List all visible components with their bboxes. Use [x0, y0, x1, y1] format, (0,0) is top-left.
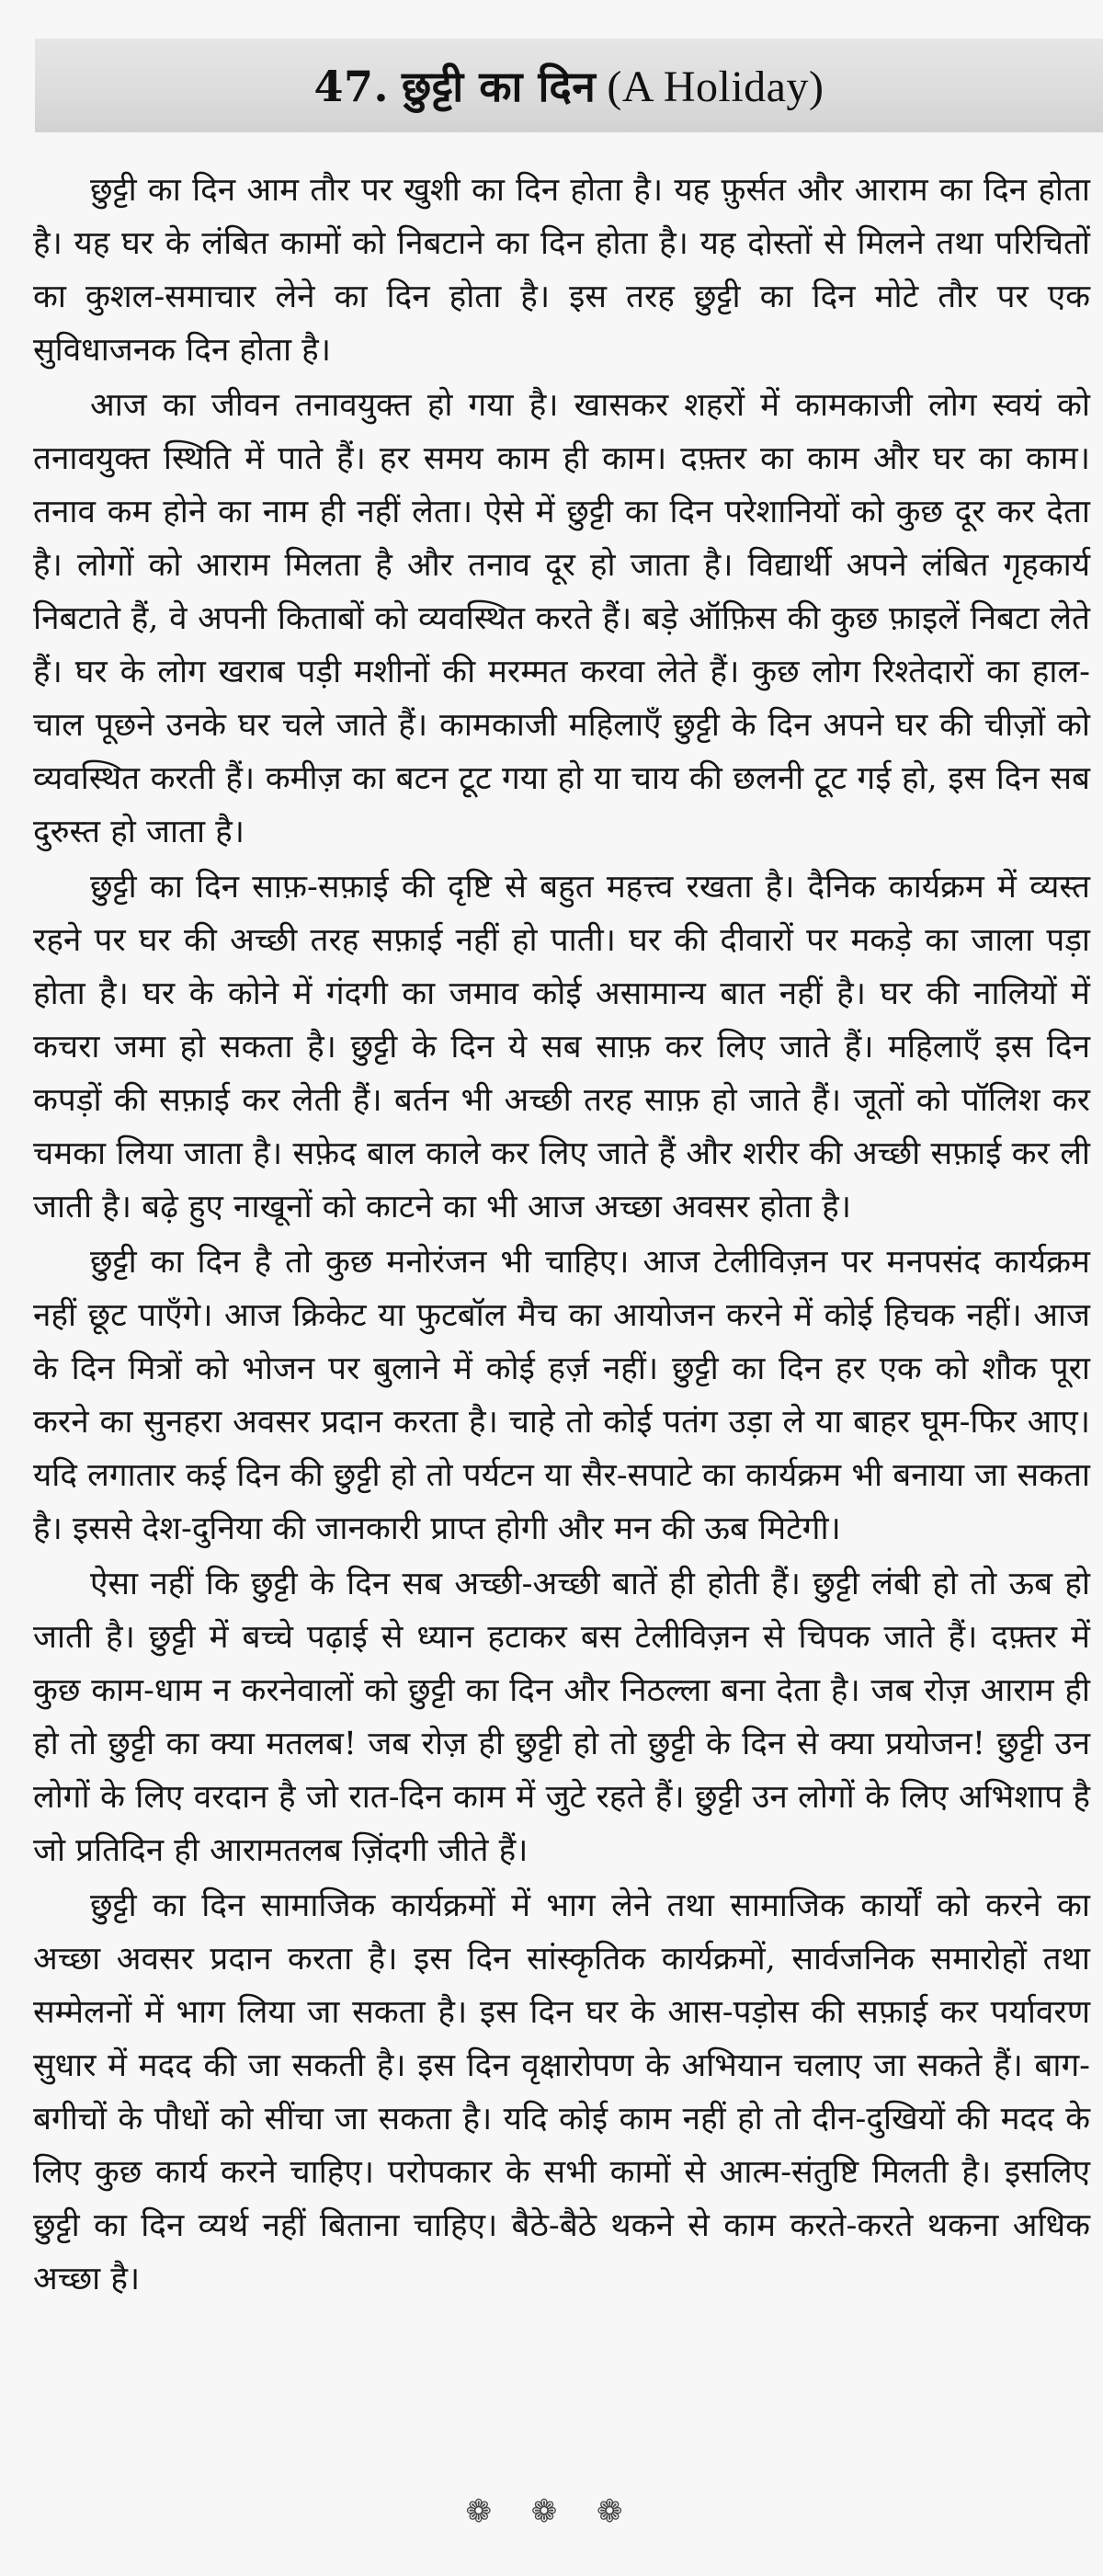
paragraph-2: आज का जीवन तनावयुक्त हो गया है। खासकर शहरों में कामकाजी लोग स्वयं को तनावयुक्त स्थिति में पाते हैं। हर समय काम ही काम। दफ़्तर का काम और घर का काम। तनाव कम होने का नाम ही नहीं लेता। ऐसे में छुट्टी का दिन परेशानियों को कुछ दूर कर देता है। लोगों को आराम मिलता है और तनाव दूर हो जाता है। विद्यार्थी अपने लंबित गृहकार्य निबटाते हैं, वे अपनी किताबों को व्यवस्थित करते हैं। बड़े ऑफ़िस की कुछ फ़ाइलें निबटा लेते हैं। घर के लोग खराब पड़ी मशीनों की मरम्मत करवा लेते हैं। कुछ लोग रिश्तेदारों का हाल-चाल पूछने उनके घर चले जाते हैं। कामकाजी महिलाएँ छुट्टी के दिन अपने घर की चीज़ों को व्यवस्थित करती हैं। कमीज़ का बटन टूट गया हो या चाय की छलनी टूट गई हो, इस दिन सब दुरुस्त हो जाता है। [33, 387, 1090, 850]
paragraph-3: छुट्टी का दिन साफ़-सफ़ाई की दृष्टि से बहुत महत्त्व रखता है। दैनिक कार्यक्रम में व्यस्त रहने पर घर की अच्छी तरह सफ़ाई नहीं हो पाती। घर की दीवारों पर मकड़े का जाला पड़ा होता है। घर के कोने में गंदगी का जमाव कोई असामान्य बात नहीं है। घर की नालियों में कचरा जमा हो सकता है। छुट्टी के दिन ये सब साफ़ कर लिए जाते हैं। महिलाएँ इस दिन कपड़ों की सफ़ाई कर लेती हैं। बर्तन भी अच्छी तरह साफ़ हो जाते हैं। जूतों को पॉलिश कर चमका लिया जाता है। सफ़ेद बाल काले कर लिए जाते हैं और शरीर की अच्छी सफ़ाई कर ली जाती है। बढ़े हुए नाखूनों को काटने का भी आज अच्छा अवसर होता है। [33, 869, 1090, 1225]
title-english: (A Holiday) [607, 63, 824, 111]
paragraph-4: छुट्टी का दिन है तो कुछ मनोरंजन भी चाहिए। आज टेलीविज़न पर मनपसंद कार्यक्रम नहीं छूट पाएँगे। आज क्रिकेट या फुटबॉल मैच का आयोजन करने में कोई हिचक नहीं। आज के दिन मित्रों को भोजन पर बुलाने में कोई हर्ज़ नहीं। छुट्टी का दिन हर एक को शौक पूरा करने का सुनहरा अवसर प्रदान करता है। चाहे तो कोई पतंग उड़ा ले या बाहर घूम-फिर आए। यदि लगातार कई दिन की छुट्टी हो तो पर्यटन या सैर-सपाटे का कार्यक्रम भी बनाया जा सकता है। इससे देश-दुनिया की जानकारी प्राप्त होगी और मन की ऊब मिटेगी। [33, 1244, 1090, 1547]
page-title [314, 57, 824, 114]
essay-number: 47. [313, 62, 390, 111]
title-hindi: छुट्टी का दिन [402, 62, 597, 111]
footer-ornament-icon: ❁ ❁ ❁ [465, 2493, 638, 2530]
essay-body [33, 164, 1090, 2306]
title-bar [35, 39, 1103, 132]
paragraph-5: ऐसा नहीं कि छुट्टी के दिन सब अच्छी-अच्छी बातें ही होती हैं। छुट्टी लंबी हो तो ऊब हो जाती है। छुट्टी में बच्चे पढ़ाई से ध्यान हटाकर बस टेलीविज़न से चिपक जाते हैं। दफ़्तर में कुछ काम-धाम न करनेवालों को छुट्टी का दिन और निठल्ला बना देता है। जब रोज़ आराम ही हो तो छुट्टी का क्या मतलब! जब रोज़ ही छुट्टी हो तो छुट्टी के दिन से क्या प्रयोजन! छुट्टी उन लोगों के लिए वरदान है जो रात-दिन काम में जुटे रहते हैं। छुट्टी उन लोगों के लिए अभिशाप है जो प्रतिदिन ही आरामतलब ज़िंदगी जीते हैं। [33, 1566, 1090, 1869]
paragraph-1: छुट्टी का दिन आम तौर पर खुशी का दिन होता है। यह फ़ुर्सत और आराम का दिन होता है। यह घर के लंबित कामों को निबटाने का दिन होता है। यह दोस्तों से मिलने तथा परिचितों का कुशल-समाचार लेने का दिन होता है। इस तरह छुट्टी का दिन मोटे तौर पर एक सुविधाजनक दिन होता है। [33, 172, 1090, 369]
paragraph-6: छुट्टी का दिन सामाजिक कार्यक्रमों में भाग लेने तथा सामाजिक कार्यों को करने का अच्छा अवसर प्रदान करता है। इस दिन सांस्कृतिक कार्यक्रमों, सार्वजनिक समारोहों तथा सम्मेलनों में भाग लिया जा सकता है। इस दिन घर के आस-पड़ोस की सफ़ाई कर पर्यावरण सुधार में मदद की जा सकती है। इस दिन वृक्षारोपण के अभियान चलाए जा सकते हैं। बाग-बगीचों के पौधों को सींचा जा सकता है। यदि कोई काम नहीं हो तो दीन-दुखियों की मदद के लिए कुछ कार्य करने चाहिए। परोपकार के सभी कामों से आत्म-संतुष्टि मिलती है। इसलिए छुट्टी का दिन व्यर्थ नहीं बिताना चाहिए। बैठे-बैठे थकने से काम करते-करते थकना अधिक अच्छा है। [33, 1887, 1090, 2297]
